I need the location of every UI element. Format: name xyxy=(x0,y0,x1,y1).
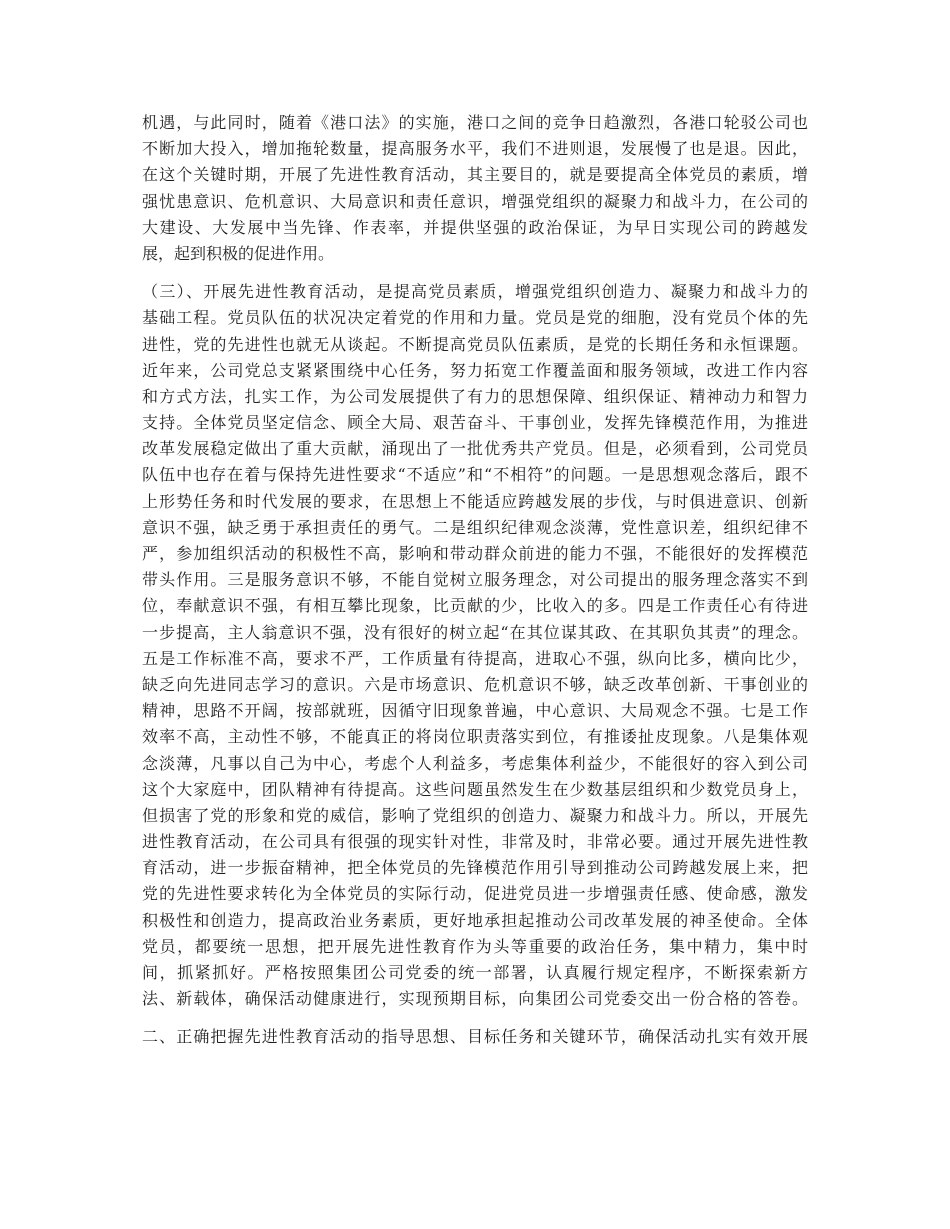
text-line: 上形势任务和时代发展的要求，在思想上不能适应跨越发展的步伐，与时俱进意识、创新 xyxy=(142,491,808,511)
text-line: 意识不强，缺乏勇于承担责任的勇气。二是组织纪律观念淡薄，党性意识差，组织纪律不 xyxy=(142,517,808,537)
paragraph-opportunity xyxy=(142,110,808,267)
paragraph-section-three xyxy=(142,279,808,1012)
text-line: 近年来，公司党总支紧紧围绕中心任务，努力拓宽工作覆盖面和服务领域，改进工作内容 xyxy=(142,360,808,380)
text-line: 和方式方法，扎实工作，为公司发展提供了有力的思想保障、组织保证、精神动力和智力 xyxy=(142,386,808,406)
text-line: 机遇，与此同时，随着《港口法》的实施，港口之间的竞争日趋激烈，各港口轮驳公司也 xyxy=(142,113,808,132)
text-line: 强忧患意识、危机意识、大局意识和责任意识，增强党组织的凝聚力和战斗力，在公司的 xyxy=(142,191,808,211)
text-line: 改革发展稳定做出了重大贡献，涌现出了一批优秀共产党员。但是，必须看到，公司党员 xyxy=(142,439,808,459)
text-line: 念淡薄，凡事以自己为中心，考虑个人利益多，考虑集体利益少，不能很好的容入到公司 xyxy=(142,753,808,773)
text-line: 党员，都要统一思想，把开展先进性教育作为头等重要的政治任务，集中精力，集中时 xyxy=(142,936,808,956)
text-line: 基础工程。党员队伍的状况决定着党的作用和力量。党员是党的细胞，没有党员个体的先 xyxy=(142,308,808,328)
text-line: 效率不高，主动性不够，不能真正的将岗位职责落实到位，有推诿扯皮现象。八是集体观 xyxy=(142,727,808,747)
text-line: 但损害了党的形象和党的威信，影响了党组织的创造力、凝聚力和战斗力。所以，开展先 xyxy=(142,805,808,825)
text-line: 严，参加组织活动的积极性不高，影响和带动群众前进的能力不强，不能很好的发挥模范 xyxy=(142,544,808,563)
text-line: 育活动，进一步振奋精神，把全体党员的先锋模范作用引导到推动公司跨越发展上来，把 xyxy=(142,858,808,878)
text-line: 积极性和创造力，提高政治业务素质，更好地承担起推动公司改革发展的神圣使命。全体 xyxy=(142,910,808,930)
text-line: 展，起到积极的促进作用。 xyxy=(142,243,335,263)
text-line: 精神，思路不开阔，按部就班，因循守旧现象普遍，中心意识、大局观念不强。七是工作 xyxy=(142,701,808,721)
text-line: 进性，党的先进性也就无从谈起。不断提高党员队伍素质，是党的长期任务和永恒课题。 xyxy=(142,334,808,354)
text-line: 间，抓紧抓好。严格按照集团公司党委的统一部署，认真履行规定程序，不断探索新方 xyxy=(142,963,808,982)
text-line: 缺乏向先进同志学习的意识。六是市场意识、危机意识不够，缺乏改革创新、干事创业的 xyxy=(142,674,808,694)
document-page xyxy=(142,110,808,1051)
text-line: （三）、开展先进性教育活动，是提高党员素质，增强党组织创造力、凝聚力和战斗力的 xyxy=(142,282,808,302)
text-line: 这个大家庭中，团队精神有待提高。这些问题虽然发生在少数基层组织和少数党员身上， xyxy=(142,779,808,799)
text-line: 一步提高，主人翁意识不强，没有很好的树立起“在其位谋其政、在其职负其责”的理念。 xyxy=(142,622,808,642)
text-line: 进性教育活动，在公司具有很强的现实针对性，非常及时，非常必要。通过开展先进性教 xyxy=(142,832,808,852)
text-line: 队伍中也存在着与保持先进性要求“不适应”和“不相符”的问题。一是思想观念落后，跟不 xyxy=(142,465,808,485)
text-line: 党的先进性要求转化为全体党员的实际行动，促进党员进一步增强责任感、使命感，激发 xyxy=(142,884,808,904)
text-line: 带头作用。三是服务意识不够，不能自觉树立服务理念，对公司提出的服务理念落实不到 xyxy=(142,570,808,590)
text-line: 法、新载体，确保活动健康进行，实现预期目标，向集团公司党委交出一份合格的答卷。 xyxy=(142,989,808,1009)
text-line: 位，奉献意识不强，有相互攀比现象，比贡献的少，比收入的多。四是工作责任心有待进 xyxy=(142,596,808,616)
text-line: 五是工作标准不高，要求不严，工作质量有待提高，进取心不强，纵向比多，横向比少， xyxy=(142,648,808,668)
text-line: 不断加大投入，增加拖轮数量，提高服务水平，我们不进则退，发展慢了也是退。因此， xyxy=(142,139,808,159)
text-line: 支持。全体党员坚定信念、顾全大局、艰苦奋斗、干事创业，发挥先锋模范作用，为推进 xyxy=(142,413,808,433)
section-heading: 二、正确把握先进性教育活动的指导思想、目标任务和关键环节，确保活动扎实有效开展 xyxy=(142,1027,808,1047)
text-line: 在这个关键时期，开展了先进性教育活动，其主要目的，就是要提高全体党员的素质，增 xyxy=(142,165,808,185)
text-line: 大建设、大发展中当先锋、作表率，并提供坚强的政治保证，为早日实现公司的跨越发 xyxy=(142,217,808,237)
